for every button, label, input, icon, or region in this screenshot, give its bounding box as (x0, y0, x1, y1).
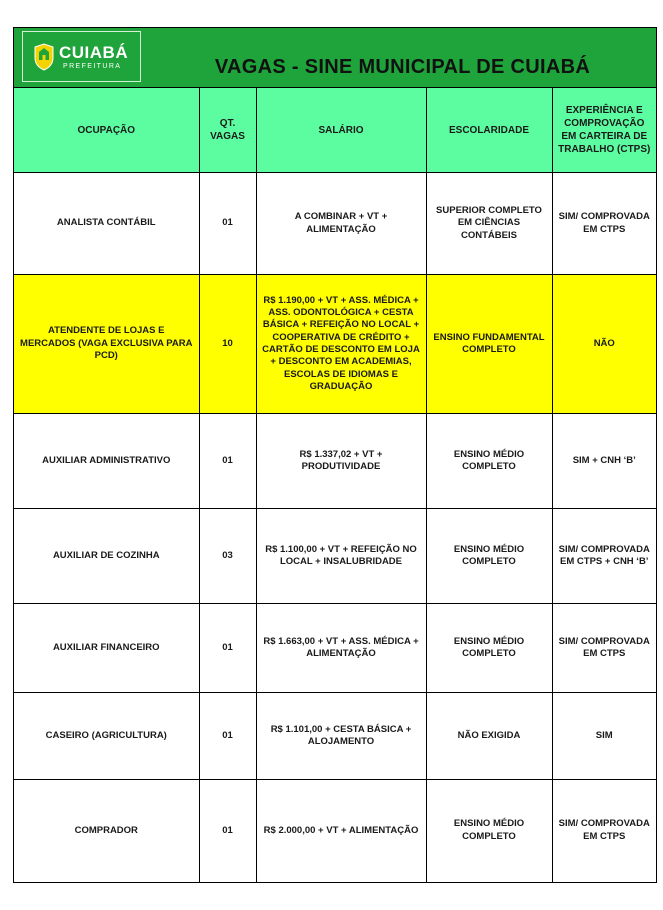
cell-ocupacao: ANALISTA CONTÁBIL (14, 173, 199, 275)
cell-experiencia: NÃO (552, 275, 656, 414)
logo-subtitle: PREFEITURA (63, 62, 122, 70)
table-row-highlighted (14, 275, 656, 414)
table-header-row (14, 88, 656, 173)
column-header-salario: SALÁRIO (256, 88, 426, 173)
cell-escolaridade: ENSINO MÉDIO COMPLETO (426, 414, 552, 509)
cell-qt-vagas: 01 (199, 780, 256, 882)
table-row (14, 780, 656, 882)
cell-qt-vagas: 03 (199, 509, 256, 604)
cell-experiencia: SIM + CNH ‘B’ (552, 414, 656, 509)
cell-ocupacao: ATENDENTE DE LOJAS E MERCADOS (VAGA EXCLUSIVA PARA PCD) (14, 275, 199, 414)
cell-experiencia: SIM/ COMPROVADA EM CTPS (552, 604, 656, 693)
cell-escolaridade: ENSINO FUNDAMENTAL COMPLETO (426, 275, 552, 414)
cell-salario: R$ 1.101,00 + CESTA BÁSICA + ALOJAMENTO (256, 693, 426, 780)
cell-salario: R$ 1.337,02 + VT + PRODUTIVIDADE (256, 414, 426, 509)
job-listing-sheet (13, 27, 657, 883)
vacancies-table (14, 88, 656, 882)
table-row (14, 693, 656, 780)
cell-escolaridade: NÃO EXIGIDA (426, 693, 552, 780)
cell-escolaridade: ENSINO MÉDIO COMPLETO (426, 509, 552, 604)
cell-salario: R$ 1.663,00 + VT + ASS. MÉDICA + ALIMENTAÇÃO (256, 604, 426, 693)
logo-name: CUIABÁ (59, 42, 129, 62)
cell-salario: R$ 1.100,00 + VT + REFEIÇÃO NO LOCAL + INSALUBRIDADE (256, 509, 426, 604)
column-header-escolaridade: ESCOLARIDADE (426, 88, 552, 173)
cell-qt-vagas: 01 (199, 604, 256, 693)
cell-salario: R$ 2.000,00 + VT + ALIMENTAÇÃO (256, 780, 426, 882)
cell-ocupacao: AUXILIAR ADMINISTRATIVO (14, 414, 199, 509)
cell-salario: R$ 1.190,00 + VT + ASS. MÉDICA + ASS. ODONTOLÓGICA + CESTA BÁSICA + REFEIÇÃO NO LOCAL + COOPERATIVA DE CRÉDITO + CARTÃO DE DESCONTO EM LOJA + DESCONTO EM ACADEMIAS, ESCOLAS DE IDIOMAS E GRADUAÇÃO (256, 275, 426, 414)
header-banner (14, 28, 656, 88)
cuiaba-logo (22, 31, 141, 82)
table-row (14, 509, 656, 604)
cell-experiencia: SIM/ COMPROVADA EM CTPS (552, 173, 656, 275)
cell-qt-vagas: 10 (199, 275, 256, 414)
cell-ocupacao: CASEIRO (AGRICULTURA) (14, 693, 199, 780)
column-header-ocupacao: OCUPAÇÃO (14, 88, 199, 173)
cell-ocupacao: AUXILIAR DE COZINHA (14, 509, 199, 604)
cell-ocupacao: COMPRADOR (14, 780, 199, 882)
page-title: VAGAS - SINE MUNICIPAL DE CUIABÁ (214, 56, 591, 78)
cell-salario: A COMBINAR + VT + ALIMENTAÇÃO (256, 173, 426, 275)
cell-experiencia: SIM/ COMPROVADA EM CTPS + CNH ‘B’ (552, 509, 656, 604)
cell-experiencia: SIM (552, 693, 656, 780)
cell-qt-vagas: 01 (199, 693, 256, 780)
cell-qt-vagas: 01 (199, 414, 256, 509)
column-header-experiencia: EXPERIÊNCIA E COMPROVAÇÃO EM CARTEIRA DE TRABALHO (CTPS) (552, 88, 656, 173)
cell-ocupacao: AUXILIAR FINANCEIRO (14, 604, 199, 693)
table-row (14, 604, 656, 693)
column-header-qt-vagas: QT. VAGAS (199, 88, 256, 173)
cell-experiencia: SIM/ COMPROVADA EM CTPS (552, 780, 656, 882)
cell-escolaridade: ENSINO MÉDIO COMPLETO (426, 604, 552, 693)
table-row (14, 173, 656, 275)
cell-qt-vagas: 01 (199, 173, 256, 275)
table-row (14, 414, 656, 509)
city-crest-icon (33, 43, 55, 71)
cell-escolaridade: SUPERIOR COMPLETO EM CIÊNCIAS CONTÁBEIS (426, 173, 552, 275)
cell-escolaridade: ENSINO MÉDIO COMPLETO (426, 780, 552, 882)
